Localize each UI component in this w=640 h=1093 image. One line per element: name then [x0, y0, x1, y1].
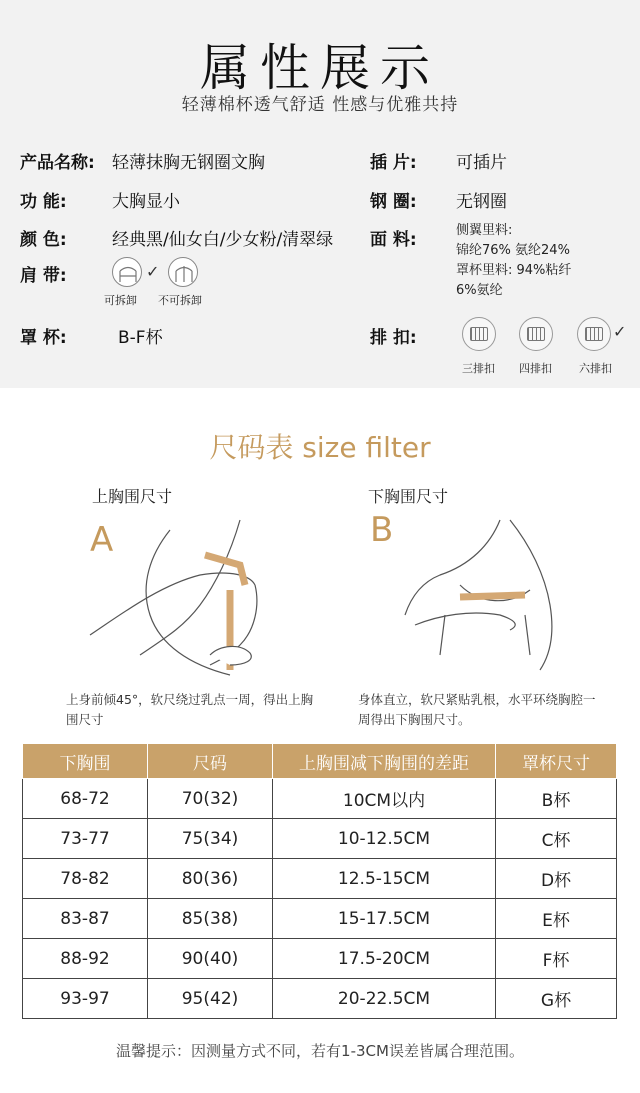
- detachable-strap-icon: [112, 257, 142, 287]
- hook-six-check-icon: ✓: [613, 322, 627, 341]
- insert-label: 插 片:: [370, 153, 417, 173]
- table-cell: 93-97: [23, 979, 148, 1019]
- table-cell: 80(36): [148, 859, 273, 899]
- table-cell: 73-77: [23, 819, 148, 859]
- table-cell: 90(40): [148, 939, 273, 979]
- material-line: 侧翼里料:: [456, 223, 513, 238]
- column-header: 罩杯尺寸: [496, 744, 617, 779]
- table-cell: 12.5-15CM: [273, 859, 496, 899]
- material-line: 6%氨纶: [456, 283, 503, 298]
- fig-b-title: 下胸围尺寸: [368, 487, 449, 506]
- function-label: 功 能:: [20, 192, 67, 212]
- measurement-tip: 温馨提示：因测量方式不同，若有1-3CM误差皆属合理范围。: [116, 1042, 524, 1060]
- fixed-strap-icon: [168, 257, 198, 287]
- fig-a-letter: A: [90, 520, 114, 560]
- strap-label: 肩 带:: [20, 266, 67, 286]
- hook-six-caption: 六排扣: [579, 362, 612, 375]
- hook-three-caption: 三排扣: [462, 362, 495, 375]
- cup-value: B-F杯: [118, 328, 163, 348]
- table-cell: 68-72: [23, 779, 148, 819]
- wire-value: 无钢圈: [456, 192, 507, 212]
- table-row: [23, 939, 617, 979]
- color-label: 颜 色:: [20, 230, 67, 250]
- table-cell: 20-22.5CM: [273, 979, 496, 1019]
- material-label: 面 料:: [370, 230, 417, 250]
- table-cell: 10CM以内: [273, 779, 496, 819]
- table-cell: C杯: [496, 819, 617, 859]
- function-value: 大胸显小: [112, 192, 180, 212]
- fig-b-note: 身体直立，软尺紧贴乳根，水平环绕胸腔一周得出下胸围尺寸。: [358, 692, 596, 727]
- table-row: [23, 779, 617, 819]
- color-value: 经典黑/仙女白/少女粉/清翠绿: [112, 230, 334, 250]
- wire-label: 钢 圈:: [370, 192, 417, 212]
- column-header: 下胸围: [23, 744, 148, 779]
- material-line: 罩杯里料: 94%粘纤: [456, 263, 572, 278]
- under-bust-measure-illustration: [400, 515, 580, 675]
- table-cell: 83-87: [23, 899, 148, 939]
- table-cell: 95(42): [148, 979, 273, 1019]
- hook-label: 排 扣:: [370, 328, 417, 348]
- attribute-panel: [0, 0, 640, 388]
- three-hook-icon: [462, 317, 496, 351]
- page-title: 属性展示: [200, 39, 440, 97]
- table-cell: E杯: [496, 899, 617, 939]
- size-chart-title: 尺码表 size filter: [209, 431, 431, 464]
- table-cell: 70(32): [148, 779, 273, 819]
- size-table: [22, 743, 617, 1019]
- table-cell: 88-92: [23, 939, 148, 979]
- table-cell: 85(38): [148, 899, 273, 939]
- six-hook-icon: [577, 317, 611, 351]
- fig-b-letter: B: [370, 510, 394, 550]
- fig-a-title: 上胸围尺寸: [92, 487, 173, 506]
- column-header: 上胸围减下胸围的差距: [273, 744, 496, 779]
- table-cell: 15-17.5CM: [273, 899, 496, 939]
- table-row: [23, 859, 617, 899]
- table-cell: 17.5-20CM: [273, 939, 496, 979]
- table-cell: 78-82: [23, 859, 148, 899]
- strap-fixed-caption: 不可拆卸: [158, 294, 202, 307]
- table-cell: G杯: [496, 979, 617, 1019]
- table-cell: D杯: [496, 859, 617, 899]
- material-line: 锦纶76% 氨纶24%: [456, 243, 570, 258]
- table-cell: 10-12.5CM: [273, 819, 496, 859]
- insert-value: 可插片: [456, 153, 507, 173]
- table-cell: B杯: [496, 779, 617, 819]
- table-row: [23, 899, 617, 939]
- strap-detachable-caption: 可拆卸: [104, 294, 137, 307]
- fig-a-note: 上身前倾45°，软尺绕过乳点一周，得出上胸围尺寸: [66, 692, 314, 727]
- table-row: [23, 979, 617, 1019]
- column-header: 尺码: [148, 744, 273, 779]
- page-subtitle: 轻薄棉杯透气舒适 性感与优雅共持: [181, 95, 459, 115]
- four-hook-icon: [519, 317, 553, 351]
- table-row: [23, 819, 617, 859]
- cup-label: 罩 杯:: [20, 328, 67, 348]
- strap-detachable-check-icon: ✓: [146, 262, 160, 281]
- hook-four-caption: 四排扣: [519, 362, 552, 375]
- product-name-value: 轻薄抹胸无钢圈文胸: [112, 153, 265, 173]
- table-header-row: [23, 744, 617, 779]
- product-name-label: 产品名称:: [20, 153, 95, 173]
- table-cell: F杯: [496, 939, 617, 979]
- table-cell: 75(34): [148, 819, 273, 859]
- upper-bust-measure-illustration: [80, 515, 290, 685]
